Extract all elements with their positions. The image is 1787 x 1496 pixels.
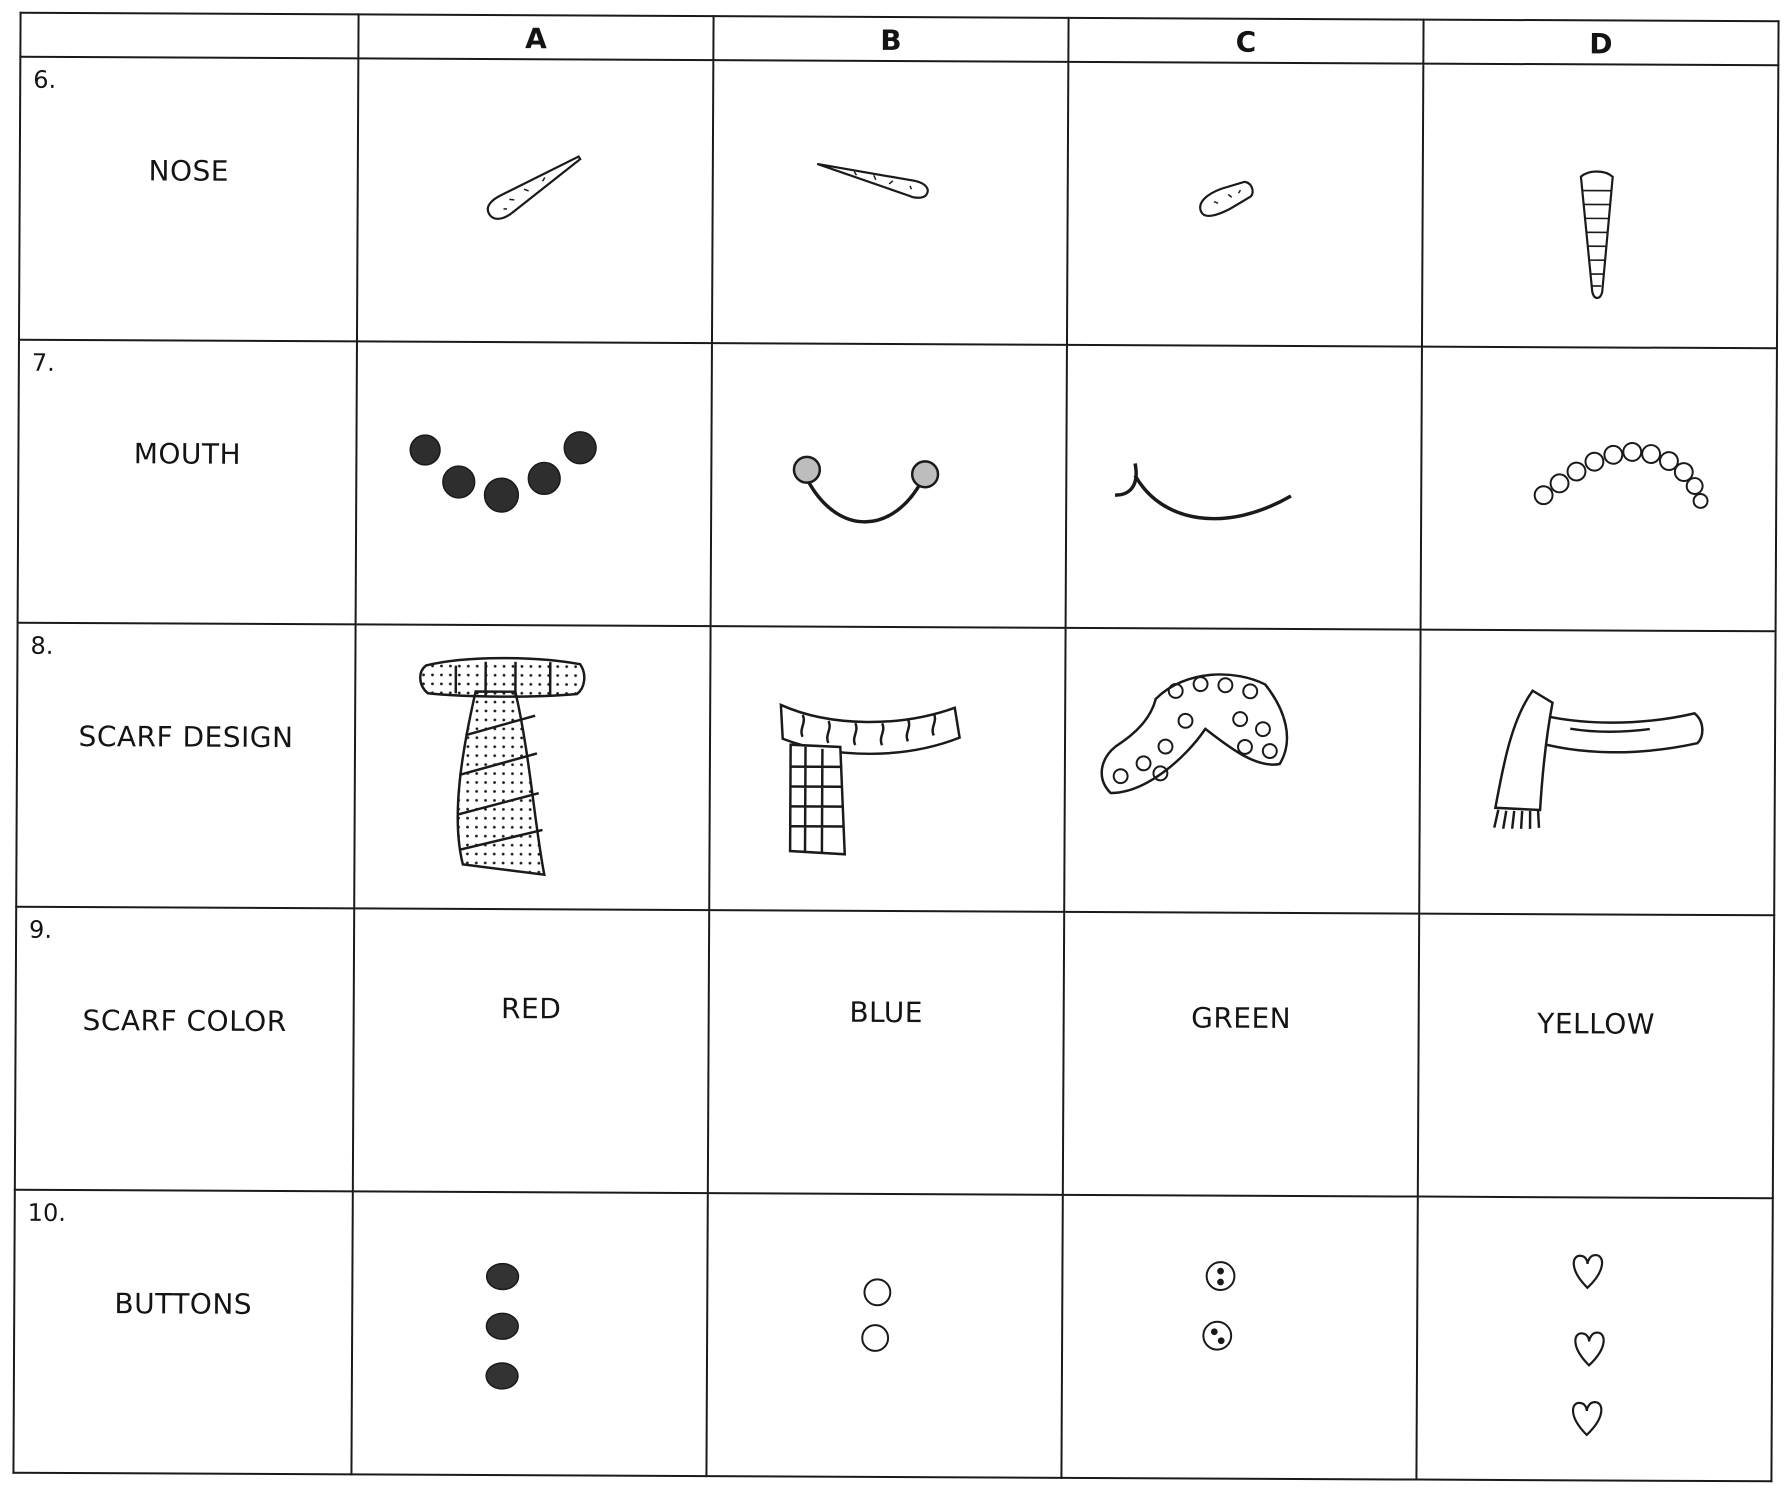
scarf-color-label-cell bbox=[15, 906, 354, 1191]
column-label-c: C bbox=[1235, 25, 1257, 59]
header-cell-a bbox=[358, 14, 713, 60]
buttons-label-cell bbox=[13, 1189, 352, 1474]
header-cell-c bbox=[1068, 18, 1423, 64]
scarf-design-label-cell bbox=[16, 623, 355, 908]
scarf-color-option-b[interactable] bbox=[708, 910, 1064, 1195]
carrot-nose-long-icon bbox=[358, 59, 712, 342]
scarf-design-option-d[interactable] bbox=[1419, 630, 1775, 915]
scarf-design-option-a[interactable] bbox=[354, 625, 710, 910]
header-cell-d bbox=[1423, 20, 1778, 66]
mouth-option-b[interactable] bbox=[711, 343, 1067, 628]
scarf-color-option-a[interactable] bbox=[353, 908, 709, 1193]
curve-mouth-with-end-dots-icon bbox=[712, 344, 1066, 627]
row-label: SCARF DESIGN bbox=[78, 720, 294, 755]
nose-option-a[interactable] bbox=[357, 58, 713, 343]
carrot-nose-thin-icon bbox=[713, 61, 1067, 344]
buttons-row bbox=[13, 1189, 1772, 1481]
column-label-a: A bbox=[525, 22, 547, 56]
row-label: SCARF COLOR bbox=[82, 1003, 287, 1038]
three-coal-buttons-icon bbox=[352, 1192, 706, 1475]
scarf-design-option-b[interactable] bbox=[709, 626, 1065, 911]
nose-option-d[interactable] bbox=[1422, 64, 1778, 349]
row-number: 9. bbox=[29, 915, 53, 944]
row-number: 8. bbox=[30, 632, 54, 661]
buttons-option-c[interactable] bbox=[1061, 1195, 1417, 1480]
coal-dot-mouth-icon bbox=[357, 343, 711, 626]
nose-option-b[interactable] bbox=[712, 60, 1068, 345]
scarf-color-red: RED bbox=[501, 991, 562, 1025]
polka-dot-scarf-icon bbox=[1065, 629, 1419, 912]
row-number: 7. bbox=[31, 348, 55, 378]
nose-label-cell bbox=[19, 57, 358, 342]
buttons-option-b[interactable] bbox=[706, 1193, 1062, 1478]
fringed-plain-scarf-icon bbox=[1420, 631, 1774, 914]
bead-chain-mouth-icon bbox=[1422, 348, 1776, 631]
scarf-design-option-c[interactable] bbox=[1064, 628, 1420, 913]
two-face-buttons-icon bbox=[1062, 1196, 1416, 1479]
snowman-choice-sheet bbox=[12, 12, 1779, 1483]
mouth-row bbox=[18, 340, 1777, 632]
nose-row bbox=[19, 57, 1778, 349]
scarf-color-yellow: YELLOW bbox=[1537, 1006, 1656, 1041]
row-label: BUTTONS bbox=[114, 1286, 253, 1321]
nose-option-c[interactable] bbox=[1067, 62, 1423, 347]
row-label: NOSE bbox=[148, 154, 230, 188]
choice-table bbox=[12, 12, 1779, 1483]
row-number: 10. bbox=[27, 1198, 66, 1227]
header-cell-b bbox=[713, 16, 1068, 62]
scarf-color-row bbox=[15, 906, 1774, 1198]
smirk-mouth-icon bbox=[1067, 346, 1421, 629]
two-round-buttons-icon bbox=[707, 1194, 1061, 1477]
scarf-color-green: GREEN bbox=[1191, 1001, 1292, 1035]
mouth-option-c[interactable] bbox=[1066, 345, 1422, 630]
scarf-color-blue: BLUE bbox=[849, 995, 924, 1029]
scarf-design-row bbox=[16, 623, 1775, 915]
scarf-color-option-c[interactable] bbox=[1063, 911, 1419, 1196]
buttons-option-d[interactable] bbox=[1416, 1196, 1772, 1481]
mouth-option-d[interactable] bbox=[1421, 347, 1777, 632]
mouth-label-cell bbox=[18, 340, 357, 625]
scarf-color-option-d[interactable] bbox=[1418, 913, 1774, 1198]
column-label-b: B bbox=[880, 23, 902, 58]
header-blank-cell bbox=[20, 13, 358, 59]
wavy-striped-scarf-icon bbox=[710, 627, 1064, 910]
carrot-nose-short-icon bbox=[1068, 63, 1422, 346]
column-label-d: D bbox=[1589, 27, 1613, 61]
dotted-striped-scarf-icon bbox=[355, 626, 709, 909]
buttons-option-a[interactable] bbox=[351, 1191, 707, 1476]
three-heart-buttons-icon bbox=[1417, 1197, 1771, 1480]
row-number: 6. bbox=[33, 65, 57, 94]
carrot-nose-ridged-icon bbox=[1423, 65, 1777, 348]
row-label: MOUTH bbox=[133, 437, 242, 471]
mouth-option-a[interactable] bbox=[356, 342, 712, 627]
